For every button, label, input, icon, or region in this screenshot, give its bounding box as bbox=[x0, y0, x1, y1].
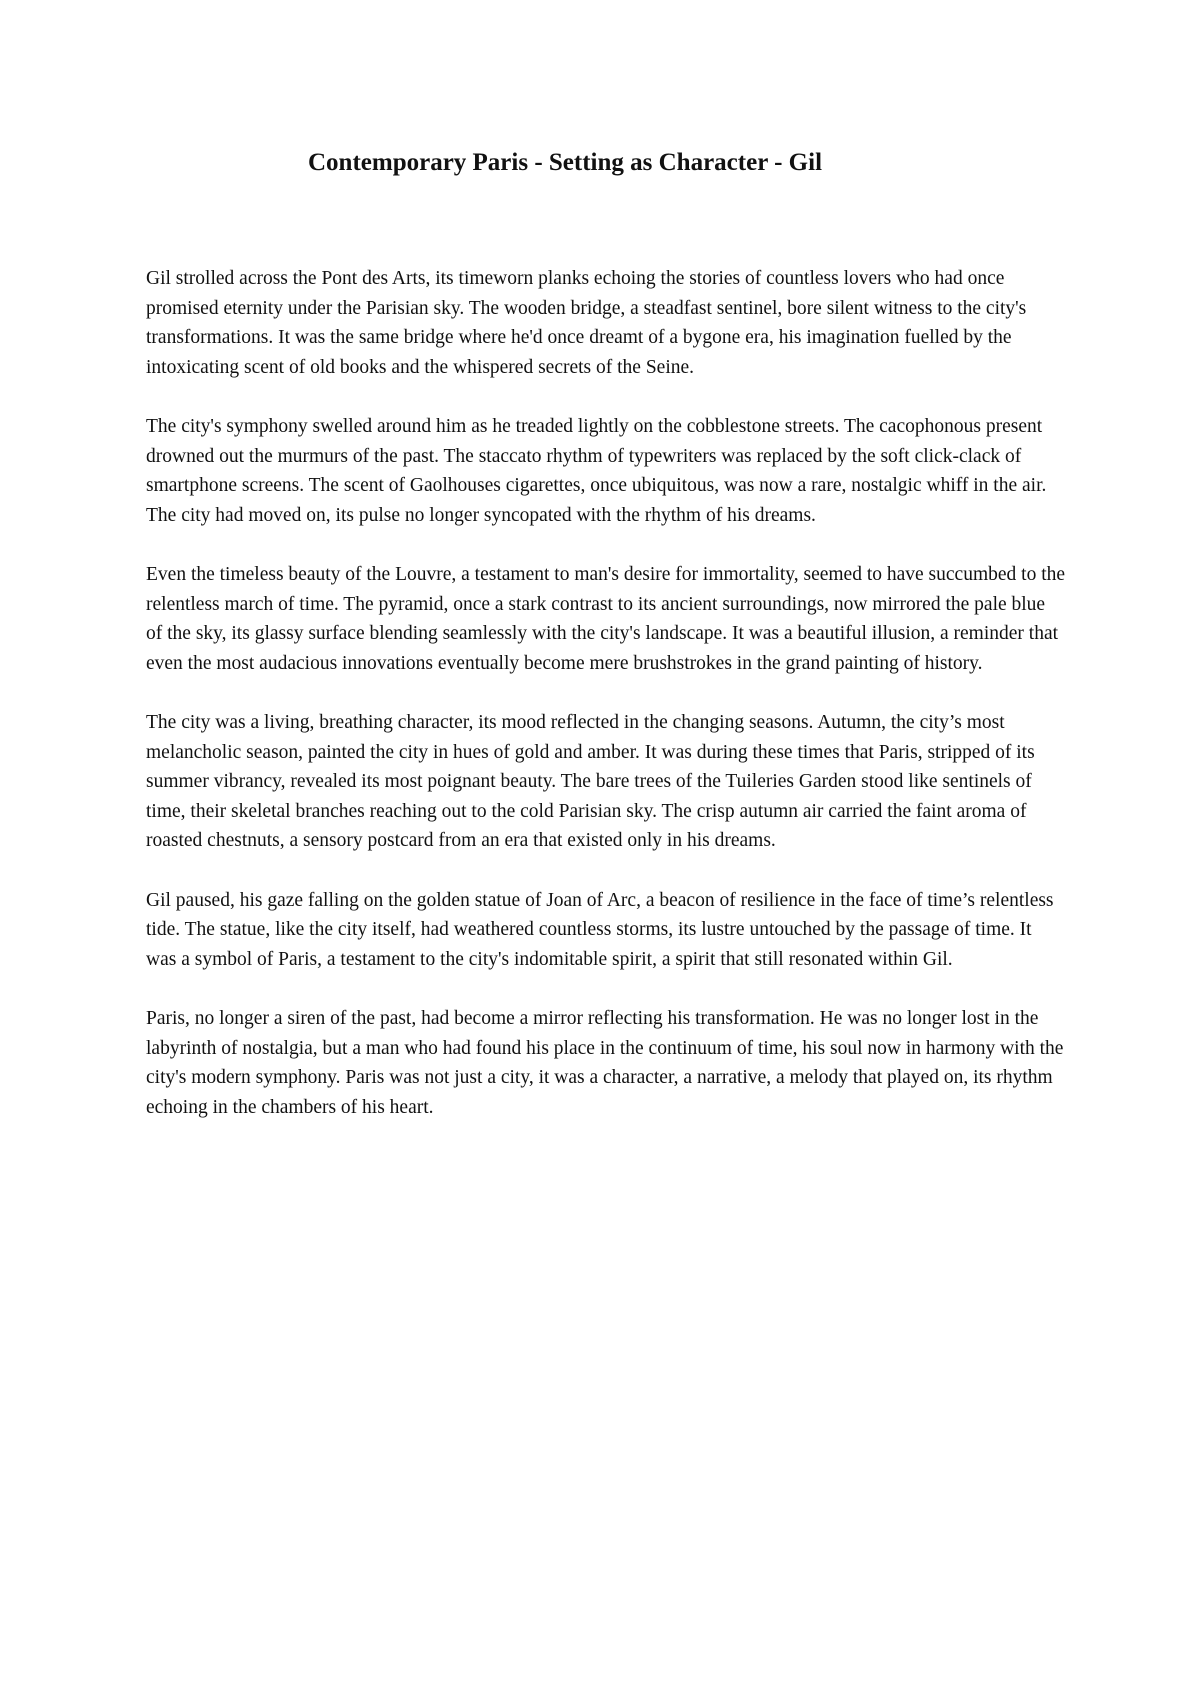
document-title: Contemporary Paris - Setting as Character - Gil bbox=[307, 149, 823, 176]
paragraph-1: Gil strolled across the Pont des Arts, its timeworn planks echoing the stories of countless lovers who had once promised eternity under the Parisian sky. The wooden bridge, a steadfast sentinel, bore silent witness to the city's transformations. It was the same bridge where he'd once dreamt of a bygone era, his imagination fuelled by the intoxicating scent of old books and the whispered secrets of the Seine. bbox=[146, 268, 1027, 378]
paragraph-6: Paris, no longer a siren of the past, had become a mirror reflecting his transformation. He was no longer lost in the labyrinth of nostalgia, but a man who had found his place in the continuum of time, his soul now in harmony with the city's modern symphony. Paris was not just a city, it was a character, a narrative, a melody that played on, its rhythm echoing in the chambers of his heart. bbox=[146, 1008, 1064, 1118]
paragraph-4: The city was a living, breathing character, its mood reflected in the changing seasons. Autumn, the city’s most melancholic season, painted the city in hues of gold and amber. It was during these times that Paris, stripped of its summer vibrancy, revealed its most poignant beauty. The bare trees of the Tuileries Garden stood like sentinels of time, their skeletal branches reaching out to the cold Parisian sky. The crisp autumn air carried the faint aroma of roasted chestnuts, a sensory postcard from an era that existed only in his dreams. bbox=[146, 712, 1035, 851]
paragraph-5: Gil paused, his gaze falling on the golden statue of Joan of Arc, a beacon of resilience in the face of time’s relentless tide. The statue, like the city itself, had weathered countless storms, its lustre untouched by the passage of time. It was a symbol of Paris, a testament to the city's indomitable spirit, a spirit that still resonated within Gil. bbox=[146, 889, 1054, 970]
paragraph-3: Even the timeless beauty of the Louvre, a testament to man's desire for immortality, seemed to have succumbed to the relentless march of time. The pyramid, once a stark contrast to its ancient surroundings, now mirrored the pale blue of the sky, its glassy surface blending seamlessly with the city's landscape. It was a beautiful illusion, a reminder that even the most audacious innovations eventually become mere brushstrokes in the grand painting of history. bbox=[146, 564, 1066, 674]
paragraph-2: The city's symphony swelled around him as he treaded lightly on the cobblestone streets. The cacophonous present drowned out the murmurs of the past. The staccato rhythm of typewriters was replaced by the soft click-clack of smartphone screens. The scent of Gaolhouses cigarettes, once ubiquitous, was now a rare, nostalgic whiff in the air. The city had moved on, its pulse no longer syncopated with the rhythm of his dreams. bbox=[146, 416, 1047, 526]
document-body bbox=[146, 264, 1066, 1152]
